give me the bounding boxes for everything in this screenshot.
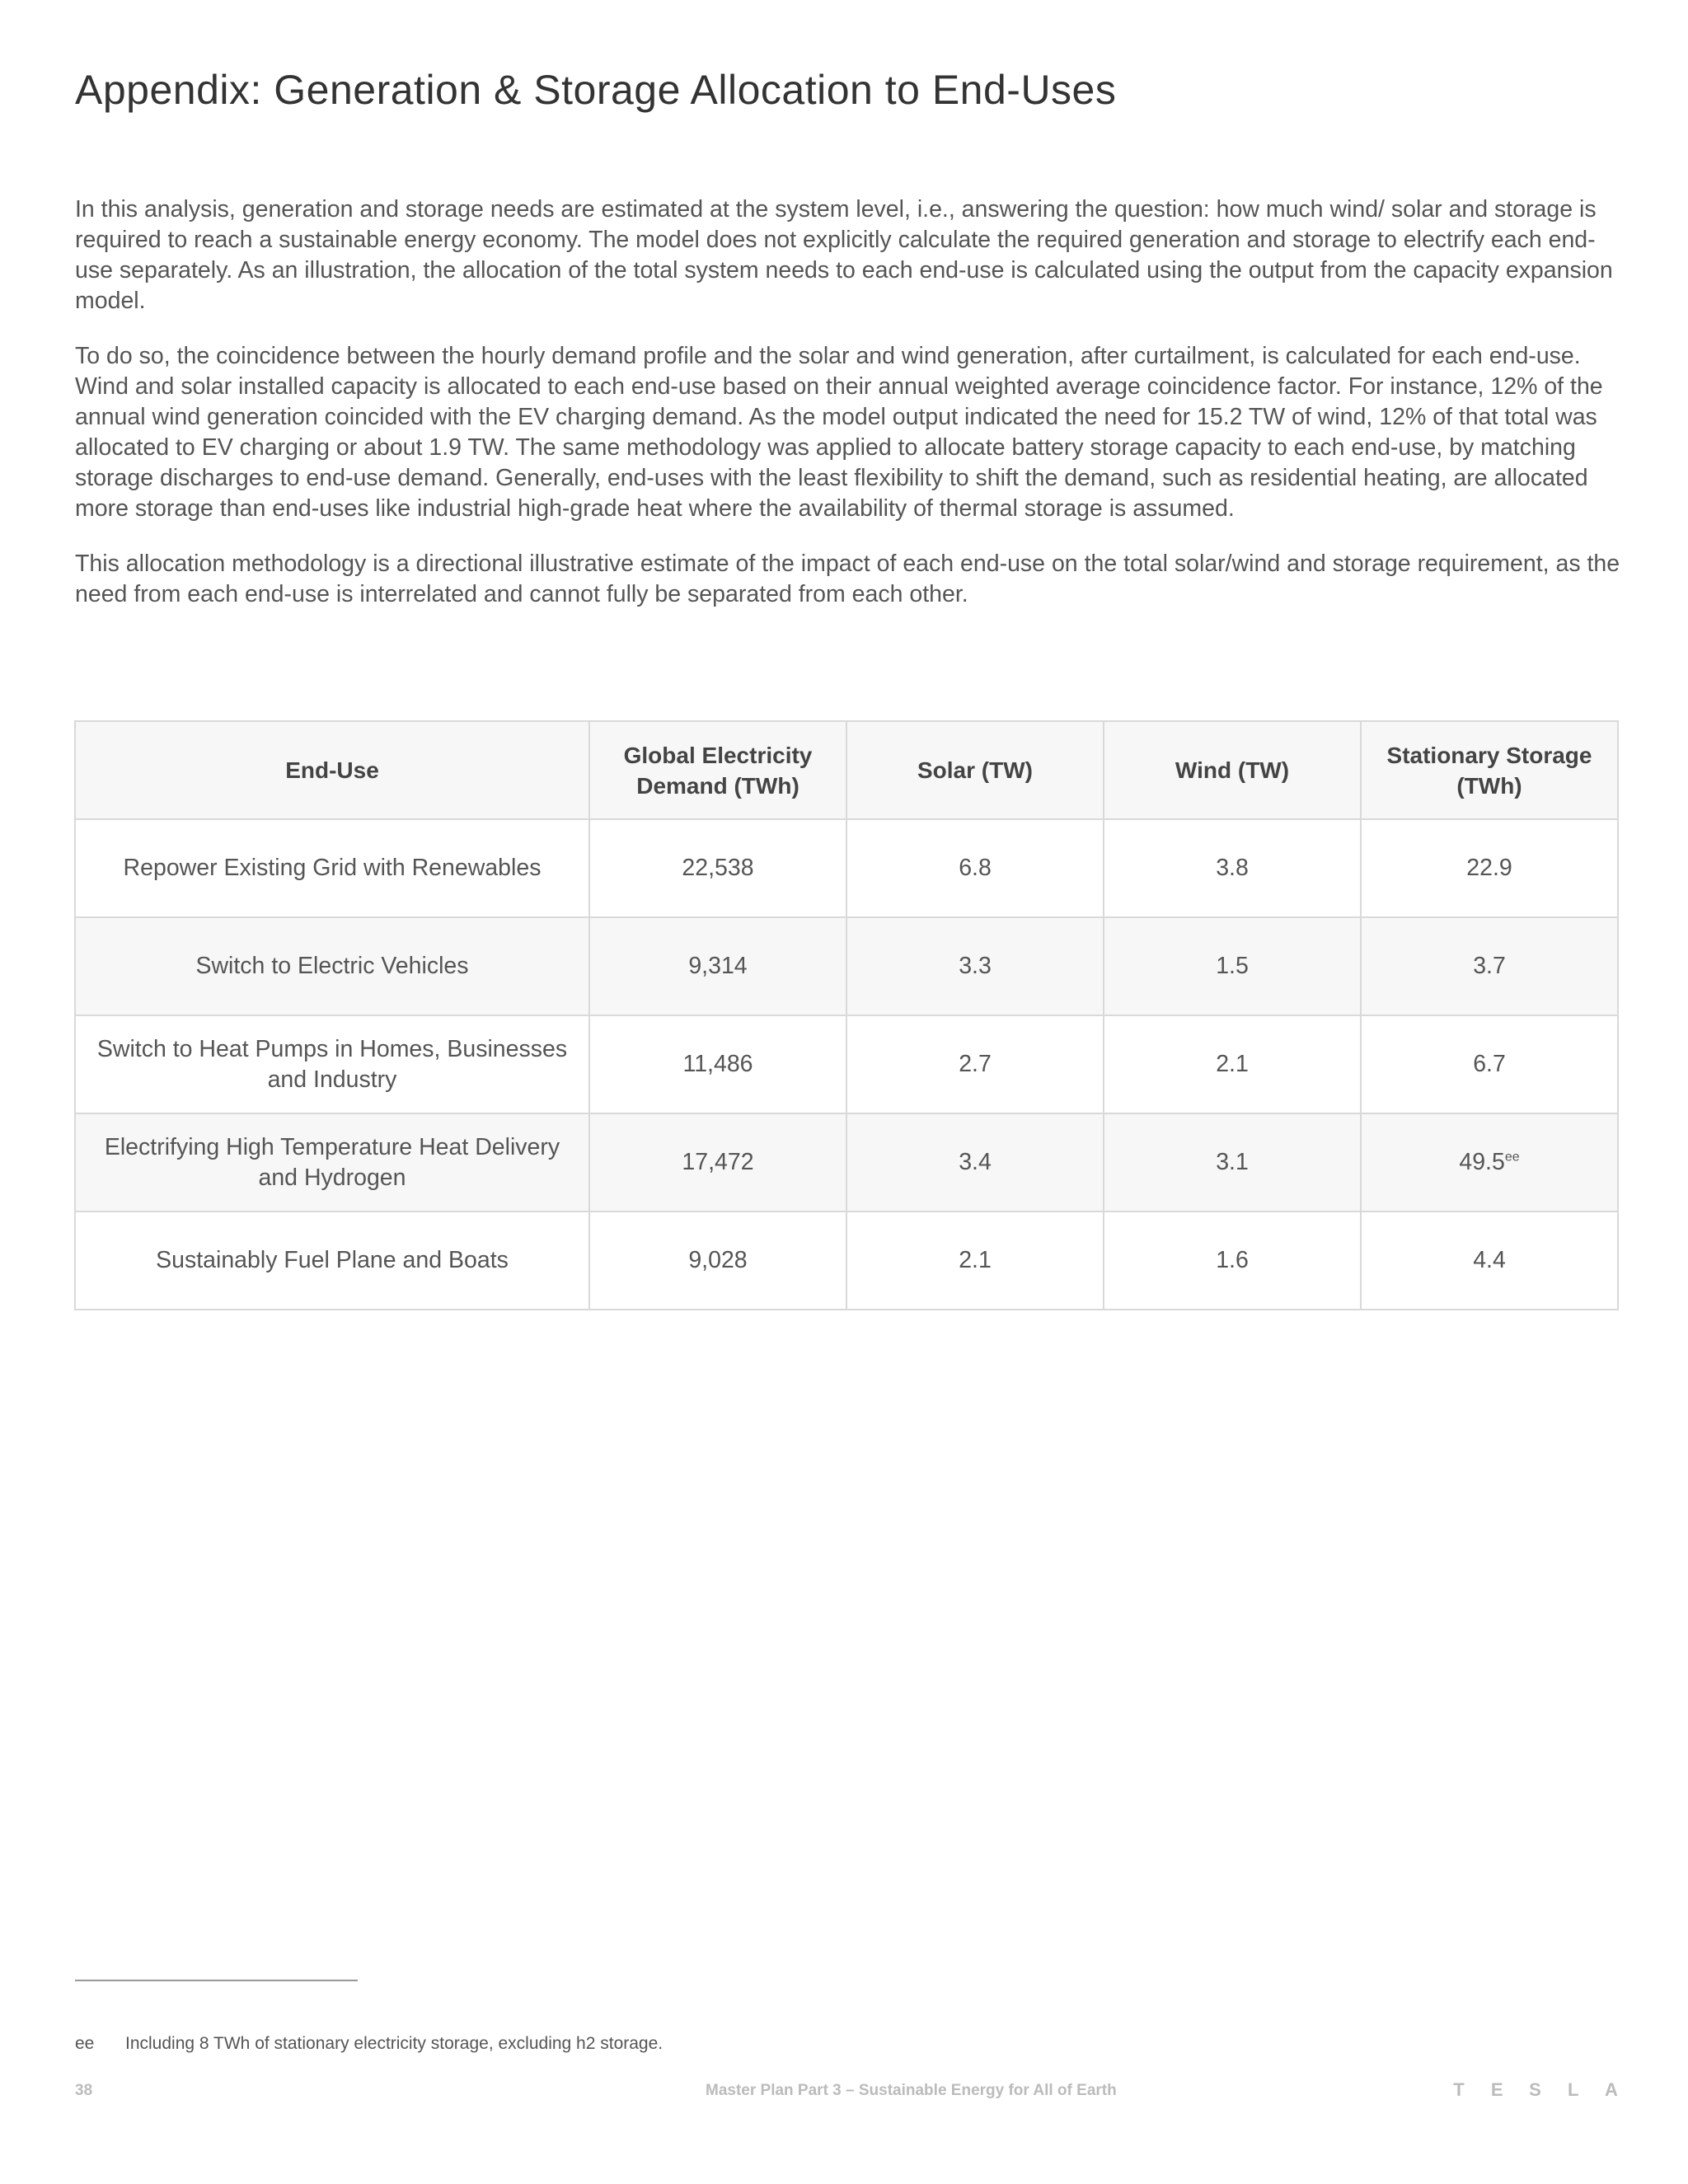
cell-end-use: Sustainably Fuel Plane and Boats (75, 1212, 589, 1310)
cell-storage (1361, 1212, 1618, 1310)
body-text (75, 194, 1625, 635)
footnote-text: Including 8 TWh of stationary electricity storage, excluding h2 storage. (125, 2034, 663, 2053)
storage-value: 6.7 (1473, 1051, 1506, 1077)
cell-end-use: Switch to Heat Pumps in Homes, Businesses and Industry (75, 1015, 589, 1113)
header-wind: Wind (TW) (1104, 721, 1361, 819)
cell-wind: 3.1 (1104, 1113, 1361, 1212)
footnote (75, 2032, 663, 2055)
cell-demand: 9,314 (589, 917, 846, 1015)
allocation-table (74, 720, 1619, 1310)
cell-storage (1361, 1113, 1618, 1212)
storage-value: 22.9 (1466, 855, 1512, 881)
cell-solar: 6.8 (846, 819, 1104, 917)
cell-end-use: Switch to Electric Vehicles (75, 917, 589, 1015)
cell-storage (1361, 1015, 1618, 1113)
header-end-use: End-Use (75, 721, 589, 819)
cell-wind: 3.8 (1104, 819, 1361, 917)
page-number: 38 (75, 2082, 93, 2099)
paragraph-1: In this analysis, generation and storage needs are estimated at the system level, i.e., answering the question: how much wind/ solar and storage is required to reach a sustainable energy economy. The model does not explicitly calculate the required generation and storage to electrify each end-use separately. As an illustration, the allocation of the total system needs to each end-use is calculated using the output from the capacity expansion model. (75, 196, 1613, 314)
paragraph-3: This allocation methodology is a directional illustrative estimate of the impact of each end-use on the total solar/wind and storage requirement, as the need from each end-use is interrelated and cannot fully be separated from each other. (75, 551, 1620, 607)
storage-value: 4.4 (1473, 1247, 1506, 1273)
header-demand: Global Electricity Demand (TWh) (589, 721, 846, 819)
logo-letter: L (1568, 2079, 1579, 2100)
table-header-row (75, 721, 1618, 819)
cell-end-use: Electrifying High Temperature Heat Delivery and Hydrogen (75, 1113, 589, 1212)
logo-letter: E (1490, 2079, 1503, 2100)
cell-solar: 2.7 (846, 1015, 1104, 1113)
cell-storage (1361, 819, 1618, 917)
table-row (75, 1113, 1618, 1212)
cell-wind: 1.6 (1104, 1212, 1361, 1310)
cell-solar: 3.3 (846, 917, 1104, 1015)
footnote-divider (75, 1980, 358, 1981)
storage-value: 3.7 (1473, 953, 1506, 979)
cell-demand: 22,538 (589, 819, 846, 917)
table-row (75, 1015, 1618, 1113)
header-solar: Solar (TW) (846, 721, 1104, 819)
cell-solar: 2.1 (846, 1212, 1104, 1310)
table-row (75, 917, 1618, 1015)
cell-demand: 11,486 (589, 1015, 846, 1113)
logo-letter: A (1605, 2079, 1618, 2100)
table-row (75, 1212, 1618, 1310)
cell-solar: 3.4 (846, 1113, 1104, 1212)
footnote-marker: ee (75, 2034, 95, 2053)
logo-letter: S (1529, 2079, 1541, 2100)
paragraph-2: To do so, the coincidence between the hourly demand profile and the solar and wind generation, after curtailment, is calculated for each end-use. Wind and solar installed capacity is allocated to each end-use based on their annual weighted average coincidence factor. For instance, 12% of the annual wind generation coincided with the EV charging demand. As the model output indicated the need for 15.2 TW of wind, 12% of that total was allocated to EV charging or about 1.9 TW. The same methodology was applied to allocate battery storage capacity to each end-use, by matching storage discharges to end-use demand. Generally, end-uses with the least flexibility to shift the demand, such as residential heating, are allocated more storage than end-uses like industrial high-grade heat where the availability of thermal storage is assumed. (75, 343, 1603, 522)
table-row (75, 819, 1618, 917)
logo-letter: T (1453, 2079, 1465, 2100)
page-title: Appendix: Generation & Storage Allocation to End-Uses (75, 67, 1117, 113)
footnote-reference[interactable]: ee (1504, 1150, 1520, 1165)
cell-demand: 17,472 (589, 1113, 846, 1212)
cell-wind: 2.1 (1104, 1015, 1361, 1113)
footer-document-title: Master Plan Part 3 – Sustainable Energy for All of Earth (706, 2082, 1117, 2099)
cell-wind: 1.5 (1104, 917, 1361, 1015)
cell-demand: 9,028 (589, 1212, 846, 1310)
tesla-logo (1451, 2079, 1620, 2100)
cell-end-use: Repower Existing Grid with Renewables (75, 819, 589, 917)
header-storage: Stationary Storage (TWh) (1361, 721, 1618, 819)
storage-value: 49.5 (1459, 1149, 1505, 1175)
cell-storage (1361, 917, 1618, 1015)
